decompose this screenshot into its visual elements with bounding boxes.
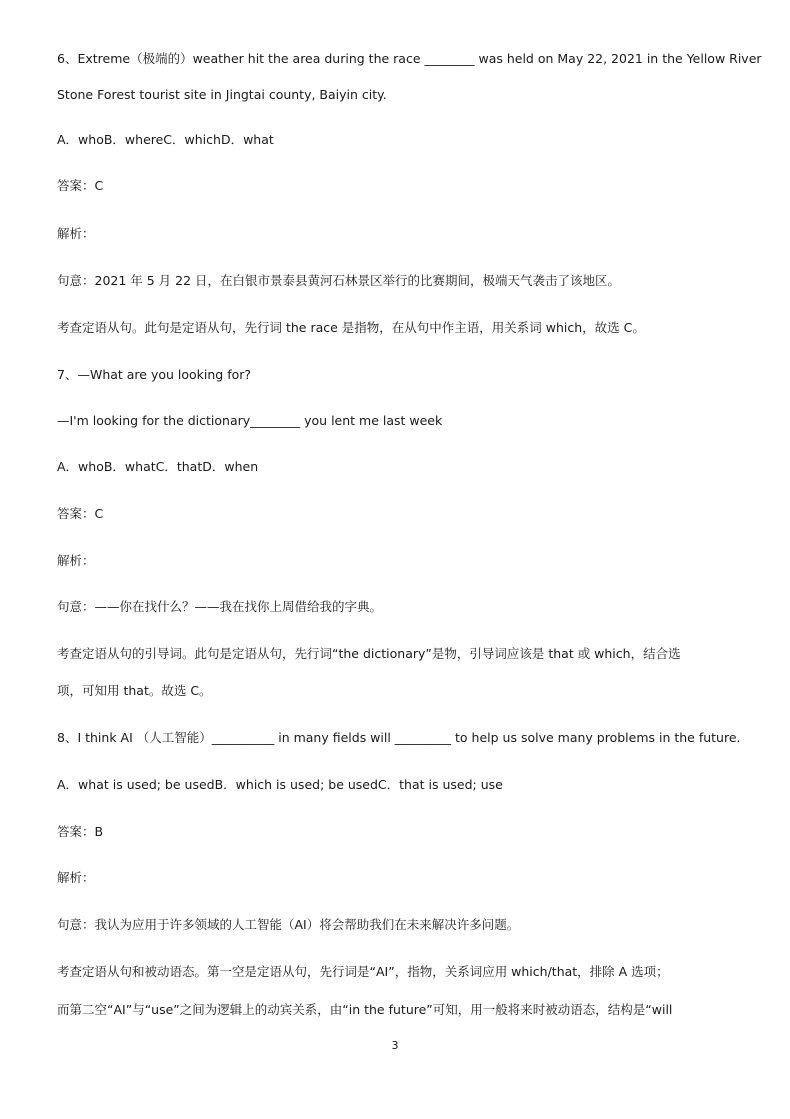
question-8-stem: 8、I think AI （人工智能）__________ in many fields will _________ to help us solve many problems in the future. — [57, 730, 741, 745]
question-7-answer: 答案：C — [57, 506, 104, 521]
question-7-stem: 7、—What are you looking for? — [57, 367, 252, 382]
question-8-explanation: 考查定语从句和被动语态。第一空是定语从句，先行词是“AI”，指物，关系词应用 which/that，排除 A 选项； — [57, 964, 669, 979]
question-7-options: A．whoB．whatC．thatD．when — [57, 459, 259, 474]
question-8-translation: 句意：我认为应用于许多领域的人工智能（AI）将会帮助我们在未来解决许多问题。 — [57, 917, 520, 932]
question-7-translation: 句意：——你在找什么？——我在找你上周借给我的字典。 — [57, 599, 383, 614]
question-6-analysis-label: 解析： — [57, 226, 95, 241]
question-6-explanation: 考查定语从句。此句是定语从句，先行词 the race 是指物，在从句中作主语，用关系词 which，故选 C。 — [57, 320, 645, 335]
question-6-translation: 句意：2021 年 5 月 22 日，在白银市景泰县黄河石林景区举行的比赛期间，极端天气袭击了该地区。 — [57, 273, 621, 288]
question-8-analysis-label: 解析： — [57, 870, 95, 885]
question-8-explanation-continued: 而第二空“AI”与“use”之间为逻辑上的动宾关系，由“in the future”可知，用一般将来时被动语态，结构是“will — [57, 1002, 673, 1017]
question-7-explanation: 考查定语从句的引导词。此句是定语从句，先行词“the dictionary”是物，引导词应该是 that 或 which，结合选 — [57, 646, 681, 661]
question-7-explanation-continued: 项，可知用 that。故选 C。 — [57, 683, 212, 698]
question-7-stem-continued: —I'm looking for the dictionary________ you lent me last week — [57, 413, 443, 428]
page-number: 3 — [391, 1039, 399, 1052]
question-8-options: A．what is used; be usedB．which is used; be usedC．that is used; use — [57, 777, 503, 792]
question-6-stem-continued: Stone Forest tourist site in Jingtai county, Baiyin city. — [57, 87, 387, 102]
question-6-answer: 答案：C — [57, 178, 104, 193]
question-7-analysis-label: 解析： — [57, 553, 95, 568]
question-6-stem: 6、Extreme（极端的）weather hit the area during the race ________ was held on May 22, 2021 in the Yellow River — [57, 51, 762, 66]
question-6-options: A．whoB．whereC．whichD．what — [57, 132, 274, 147]
question-8-answer: 答案：B — [57, 824, 104, 839]
